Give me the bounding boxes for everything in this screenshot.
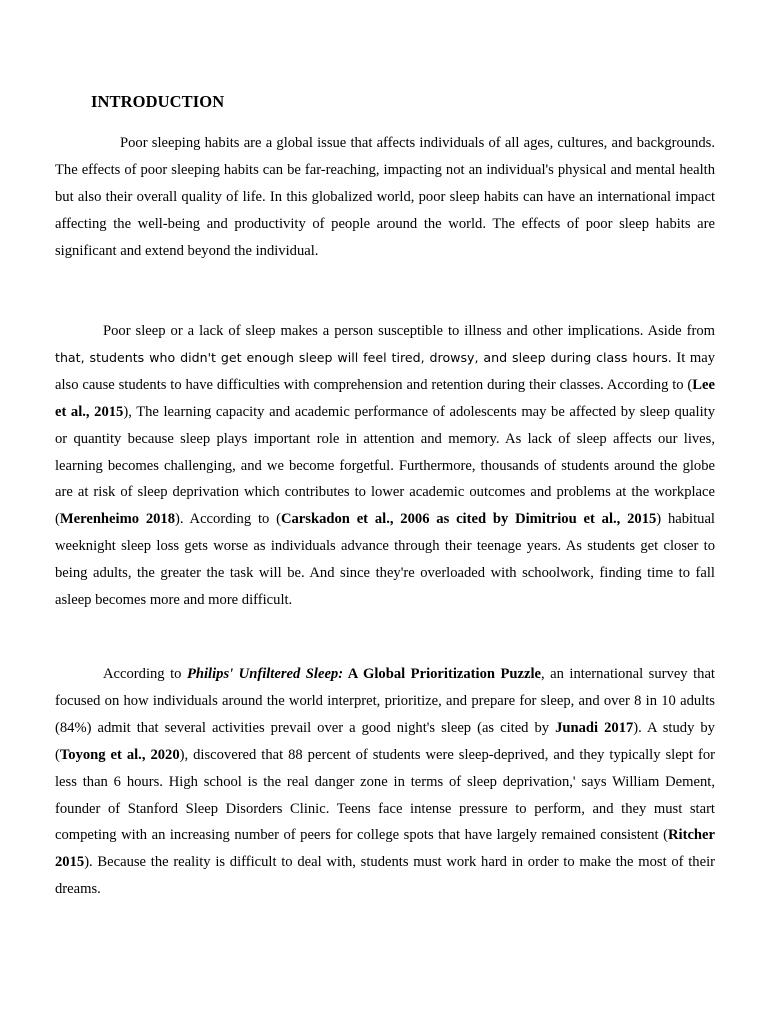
paragraph-2-text-3: It may also cause students to have difficulties with comprehension and retention during their classes. According to (	[55, 349, 715, 393]
paragraph-1	[55, 130, 715, 265]
paragraph-3-text-2: , an international survey that focused on how individuals around the world interpret, prioritize, and prepare for sleep, and over 8 in 10 adults (84%) admit that several activities prevail over a good night's sleep (as cited by	[55, 666, 715, 736]
citation-lee: Lee et al., 2015	[55, 376, 715, 420]
paragraph-2	[55, 318, 715, 614]
paragraph-3-text-5: ). Because the reality is difficult to deal with, students must work hard in order to make the most of their dreams.	[55, 854, 715, 898]
paragraph-2-text-1: Poor sleep or a lack of sleep makes a person susceptible to illness and other implications. Aside from	[103, 323, 715, 339]
source-title-italic: Philips' Unfiltered Sleep:	[186, 666, 344, 682]
citation-ritcher: Ritcher 2015	[55, 827, 715, 871]
section-heading: INTRODUCTION	[91, 92, 225, 111]
paragraph-2-text-4: ), The learning capacity and academic performance of adolescents may be affected by sleep quality or quantity because sleep plays important role in attention and memory. As lack of sleep affects our lives, learning becomes challenging, and we become forgetful. Furthermore, thousands of students around the globe are at risk of sleep deprivation which contributes to lower academic outcomes and problems at the workplace (	[55, 403, 715, 528]
paragraph-3-text-4: ), discovered that 88 percent of students were sleep-deprived, and they typically slept for less than 6 hours. High school is the real danger zone in terms of sleep deprivation,' says William Dement, founder of Stanford Sleep Disorders Clinic. Teens face intense pressure to perform, and they must start competing with an increasing number of peers for college spots that have largely remained consistent (	[55, 746, 715, 844]
paragraph-2-text-2: that, students who didn't get enough sleep will feel tired, drowsy, and sleep during class hours.	[55, 349, 672, 365]
citation-merenheimo: Merenheimo 2018	[59, 511, 176, 528]
paragraph-2-text-5: ). According to (	[175, 511, 281, 528]
citation-carskadon: Carskadon et al., 2006 as cited by Dimitriou et al., 2015	[280, 511, 657, 528]
citation-junadi: Junadi 2017	[555, 719, 634, 736]
paragraph-2-text-6: ) habitual weeknight sleep loss gets worse as individuals advance through their teenage years. As students get closer to being adults, the greater the task will be. And since they're overloaded with schoolwork, finding time to fall asleep becomes more and more difficult.	[55, 511, 715, 609]
source-title-bold: A Global Prioritization Puzzle	[343, 666, 541, 682]
paragraph-3-text-3: ). A study by (	[55, 719, 715, 763]
paragraph-3-text-1: According to	[103, 666, 187, 682]
paragraph-3	[55, 661, 715, 903]
paragraph-1-text: Poor sleeping habits are a global issue that affects individuals of all ages, cultures, and backgrounds. The effects of poor sleeping habits can be far-reaching, impacting not an individual's physical and mental health but also their overall quality of life. In this globalized world, poor sleep habits can have an international impact affecting the well-being and productivity of people around the world. The effects of poor sleep habits are significant and extend beyond the individual.	[55, 135, 715, 259]
citation-toyong: Toyong et al., 2020	[59, 746, 180, 763]
